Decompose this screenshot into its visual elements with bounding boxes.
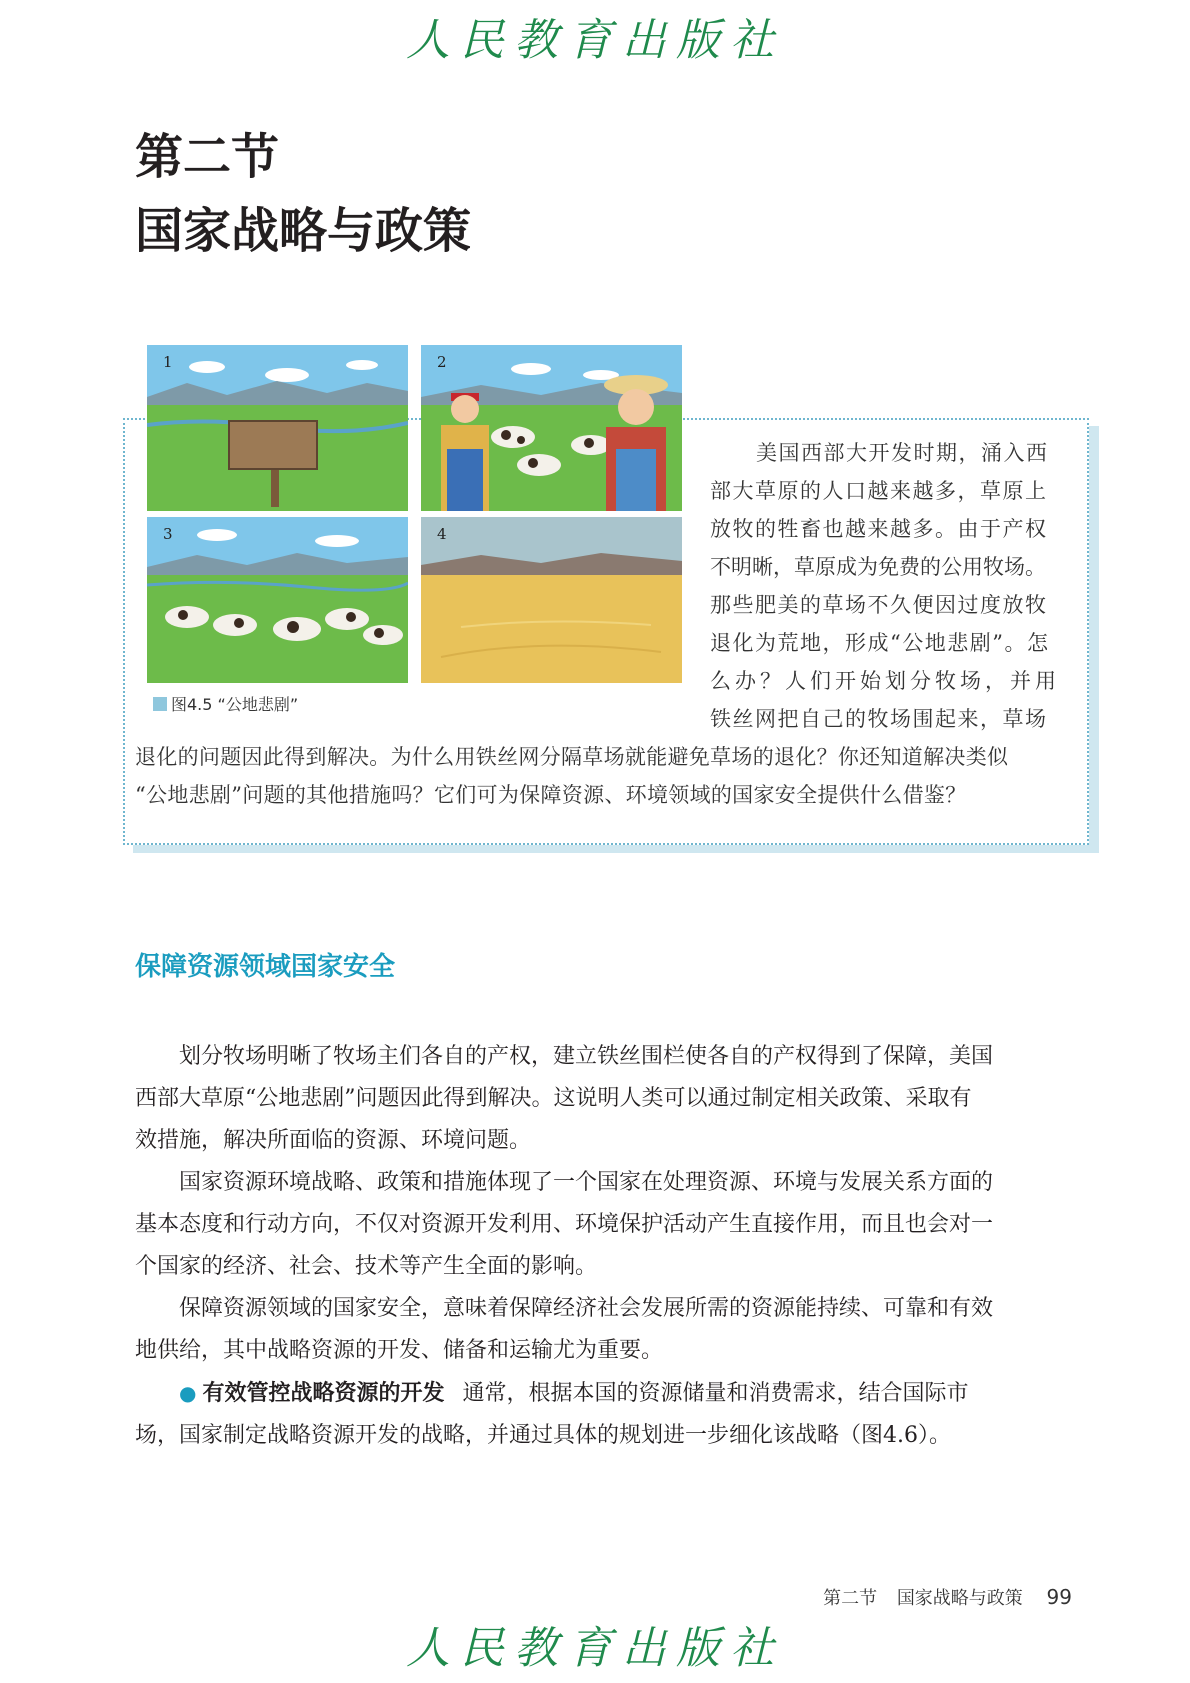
comic-panel-3 (147, 517, 408, 683)
case-line: 铁丝网把自己的牧场围起来，草场 (710, 707, 1048, 731)
panel-number: 3 (163, 525, 173, 543)
section-title: 国家战略与政策 (135, 203, 472, 259)
body-line: 个国家的经济、社会、技术等产生全面的影响。 (135, 1254, 598, 1279)
case-line: 不明晰，草原成为免费的公用牧场。 (710, 555, 1046, 579)
publisher-logo: 人民教育出版社 (406, 1623, 784, 1674)
case-text-right (710, 434, 1060, 738)
body-line: 效措施，解决所面临的资源、环境问题。 (135, 1128, 532, 1153)
bullet-text: 通常，根据本国的资源储量和消费需求，结合国际市 (462, 1381, 969, 1406)
case-line: 放牧的牲畜也越来越多。由于产权 (710, 517, 1048, 541)
body-line: 地供给，其中战略资源的开发、储备和运输尤为重要。 (135, 1338, 664, 1363)
body-text (135, 1036, 1075, 1457)
body-line: 划分牧场明晰了牧场主们各自的产权，建立铁丝围栏使各自的产权得到了保障，美国 (135, 1044, 994, 1069)
case-line: “公地悲剧”问题的其他措施吗？它们可为保障资源、环境领域的国家安全提供什么借鉴？ (135, 783, 967, 807)
page-footer (823, 1584, 1072, 1610)
page-number: 99 (1046, 1585, 1072, 1609)
case-line: 美国西部大开发时期，涌入西 (756, 441, 1049, 465)
section-number: 第二节 (135, 129, 280, 185)
panel-number: 4 (437, 525, 447, 543)
bullet-heading: 有效管控战略资源的开发 (202, 1380, 445, 1406)
publisher-logo: 人民教育出版社 (406, 15, 784, 66)
body-line: 保障资源领域的国家安全，意味着保障经济社会发展所需的资源能持续、可靠和有效 (135, 1296, 994, 1321)
caption-text: 图4.5 “公地悲剧” (171, 695, 299, 714)
case-line: 部大草原的人口越来越多，草原上 (710, 479, 1048, 503)
comic-panel-4 (421, 517, 682, 683)
bullet-icon: ● (179, 1381, 197, 1405)
body-line: 西部大草原“公地悲剧”问题因此得到解决。这说明人类可以通过制定相关政策、采取有 (135, 1086, 972, 1111)
case-line: 那些肥美的草场不久便因过度放牧 (710, 593, 1048, 617)
figure-caption (153, 692, 298, 715)
case-line: 退化的问题因此得到解决。为什么用铁丝网分隔草场就能避免草场的退化？你还知道解决类似 (135, 745, 1009, 769)
comic-panel-1 (147, 345, 408, 511)
case-line: 退化为荒地，形成“公地悲剧”。怎 (710, 631, 1050, 655)
body-line: 场，国家制定战略资源开发的战略，并通过具体的规划进一步细化该战略（图4.6）。 (135, 1423, 951, 1448)
case-line: 么办？人们开始划分牧场，并用 (710, 669, 1060, 693)
body-line: 基本态度和行动方向，不仅对资源开发利用、环境保护活动产生直接作用，而且也会对一 (135, 1212, 994, 1237)
bullet-line (135, 1372, 1075, 1415)
panel-number: 2 (437, 353, 447, 371)
panel-number: 1 (163, 353, 173, 371)
caption-marker-icon (153, 697, 167, 711)
case-text-full (135, 738, 1070, 814)
body-line: 国家资源环境战略、政策和措施体现了一个国家在处理资源、环境与发展关系方面的 (135, 1170, 994, 1195)
comic-panel-2 (421, 345, 682, 511)
subheading: 保障资源领域国家安全 (135, 952, 396, 982)
footer-title: 国家战略与政策 (896, 1588, 1023, 1609)
footer-section-label: 第二节 (823, 1588, 878, 1609)
